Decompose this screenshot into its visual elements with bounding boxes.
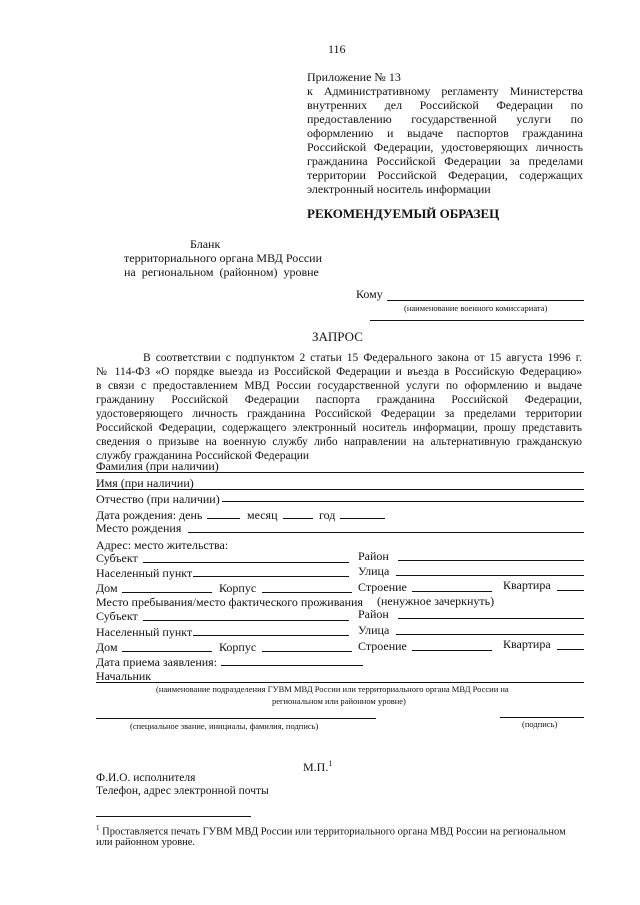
signature-caption-right: (подпись) <box>522 719 558 729</box>
birth-day-field[interactable] <box>207 518 240 519</box>
address-label: Адрес: место жительства: <box>96 538 229 552</box>
signature-caption-left: (специальное звание, инициалы, фамилия, подпись) <box>130 721 319 731</box>
signature-name-field[interactable] <box>96 718 376 719</box>
appendix-line: оформлению и выдаче паспортов гражданина <box>307 126 583 140</box>
body-line: сведения о призыве на военную службу либо направлении на альтернативную гражданскую <box>96 436 582 448</box>
patronymic-field[interactable] <box>222 501 584 502</box>
appendix-line: Российской Федерации, удостоверяющих личность <box>307 140 583 154</box>
appendix-line: предоставлению государственной услуги по <box>307 112 583 126</box>
stamp-footnote-mark: 1 <box>328 759 333 768</box>
district-field-2[interactable] <box>398 618 584 619</box>
body-line: В соответствии с подпунктом 2 статьи 15 Федерального закона от 15 августа 1996 г. <box>143 352 582 364</box>
surname-field[interactable] <box>96 472 584 473</box>
subject-field[interactable] <box>143 562 349 563</box>
to-caption: (наименование военного комиссариата) <box>404 303 548 313</box>
stay-place-label: Место пребывания/место фактического проживания <box>96 595 363 609</box>
subject-label: Субъект <box>96 551 138 565</box>
building-field[interactable] <box>262 592 352 593</box>
patronymic-label: Отчество (при наличии) <box>96 492 220 506</box>
request-title: ЗАПРОС <box>312 329 363 344</box>
stamp-label <box>303 757 332 774</box>
birth-year-field[interactable] <box>340 518 385 519</box>
apartment-field[interactable] <box>557 590 584 591</box>
locality-field-2[interactable] <box>193 635 349 636</box>
sample-heading: РЕКОМЕНДУЕМЫЙ ОБРАЗЕЦ <box>307 206 500 221</box>
birth-month-field[interactable] <box>283 518 313 519</box>
structure-field-2[interactable] <box>412 650 492 651</box>
to-line-2[interactable] <box>370 320 584 321</box>
locality-label: Населенный пункт <box>96 566 193 580</box>
appendix-line: к Административному регламенту Министерства <box>307 84 583 98</box>
strike-note: (ненужное зачеркнуть) <box>377 594 495 608</box>
chief-caption-2: региональном или районном уровне) <box>272 696 406 706</box>
district-label-2: Район <box>358 607 389 621</box>
body-line: удостоверяющего личность гражданина Российской Федерации за пределами территории <box>96 408 582 420</box>
blank-line-3: на региональном (районном) уровне <box>124 265 319 279</box>
to-line[interactable] <box>387 300 584 301</box>
building-field-2[interactable] <box>262 651 352 652</box>
subject-field-2[interactable] <box>143 620 349 621</box>
footnote-line-2: или районном уровне. <box>96 837 196 848</box>
house-field-2[interactable] <box>122 651 212 652</box>
district-label: Район <box>358 549 389 563</box>
building-label-2: Корпус <box>219 640 257 654</box>
house-label: Дом <box>96 581 118 595</box>
building-label: Корпус <box>219 581 257 595</box>
birth-place-field[interactable] <box>188 532 584 533</box>
apartment-label-2: Квартира <box>503 637 551 651</box>
structure-field[interactable] <box>412 591 492 592</box>
footnote-mark: 1 <box>96 824 100 832</box>
appendix-line: внутренних дел Российской Федерации по <box>307 98 583 112</box>
locality-label-2: Населенный пункт <box>96 625 193 639</box>
birth-date-label: Дата рождения: день <box>96 508 203 522</box>
appendix-line: электронный носитель информации <box>307 182 491 196</box>
apartment-field-2[interactable] <box>557 649 584 650</box>
body-line: гражданину Российской Федерации паспорта гражданина Российской Федерации, <box>96 394 582 406</box>
appendix-line: гражданина Российской Федерации за пределами <box>307 154 583 168</box>
received-date-field[interactable] <box>221 665 363 666</box>
blank-line-2: территориального органа МВД России <box>124 251 323 265</box>
signature-field[interactable] <box>500 717 584 718</box>
body-line: службу гражданина Российской Федерации <box>96 450 310 462</box>
street-field[interactable] <box>396 575 584 576</box>
house-field[interactable] <box>122 592 212 593</box>
name-field[interactable] <box>96 489 584 490</box>
body-line: № 114-ФЗ «О порядке выезда из Российской Федерации и въезда в Российскую Федерацию» <box>96 366 582 378</box>
to-label: Кому <box>356 287 383 301</box>
footnote-divider <box>96 816 251 817</box>
locality-field[interactable] <box>193 576 349 577</box>
district-field[interactable] <box>398 560 584 561</box>
executor-label: Ф.И.О. исполнителя <box>96 772 196 784</box>
footnote-text-1: Проставляется печать ГУВМ МВД России или территориального органа МВД России на региональном <box>102 826 566 838</box>
chief-label: Начальник <box>96 669 152 683</box>
body-line: в связи с предоставлением МВД России государственной услуги по оформлению и выдаче <box>96 380 582 392</box>
year-label: год <box>319 508 336 522</box>
received-date-label: Дата приема заявления: <box>96 655 218 669</box>
appendix-title: Приложение № 13 <box>307 70 401 84</box>
street-field-2[interactable] <box>396 634 584 635</box>
page-number: 116 <box>328 42 346 56</box>
phone-label: Телефон, адрес электронной почты <box>96 785 269 797</box>
blank-label: Бланк <box>190 237 221 251</box>
apartment-label: Квартира <box>503 578 551 592</box>
structure-label-2: Строение <box>358 639 407 653</box>
month-label: месяц <box>247 508 278 522</box>
stamp-text: М.П. <box>303 760 329 774</box>
request-body <box>96 351 582 463</box>
chief-caption-1: (наименование подразделения ГУВМ МВД России или территориального органа МВД России на <box>156 684 509 694</box>
surname-label: Фамилия (при наличии) <box>96 459 219 473</box>
appendix-text <box>307 84 583 196</box>
structure-label: Строение <box>358 580 407 594</box>
street-label-2: Улица <box>358 623 390 637</box>
body-line: Российской Федерации, содержащего электронный носитель информации, прошу представить <box>96 422 582 434</box>
birth-place-label: Место рождения <box>96 521 182 535</box>
chief-field[interactable] <box>96 682 584 683</box>
subject-label-2: Субъект <box>96 609 138 623</box>
street-label: Улица <box>358 564 390 578</box>
name-label: Имя (при наличии) <box>96 476 194 490</box>
appendix-line: территории Российской Федерации, содержащих <box>307 168 583 182</box>
house-label-2: Дом <box>96 640 118 654</box>
